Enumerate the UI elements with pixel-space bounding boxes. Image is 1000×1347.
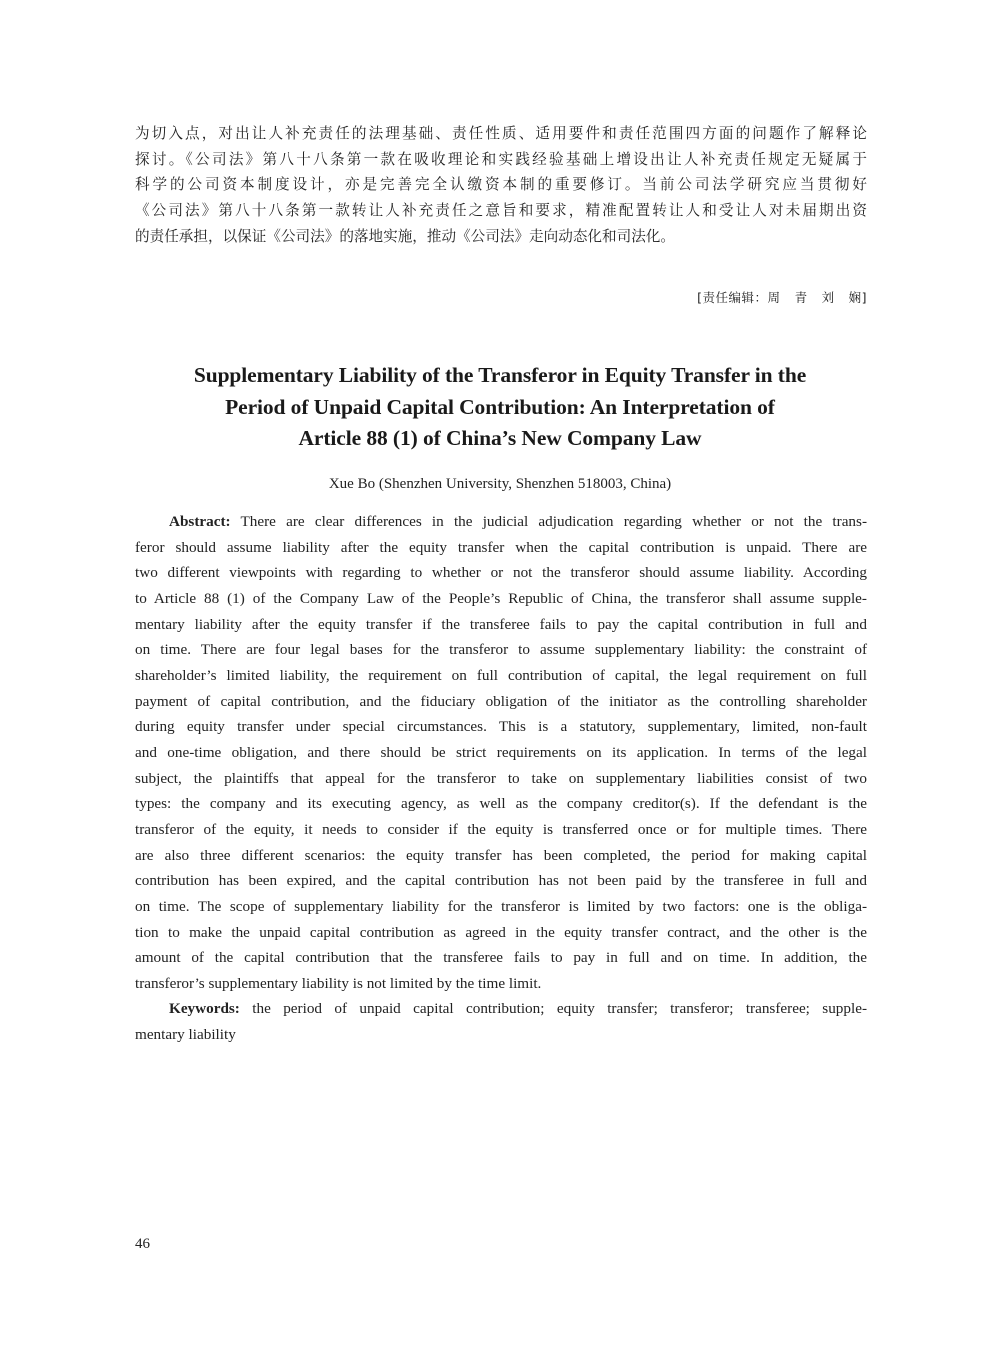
open-bracket: [ bbox=[697, 290, 703, 305]
editor-name-char: 娴 bbox=[848, 290, 862, 305]
abstract-label: Abstract: bbox=[169, 513, 231, 530]
abstract-line: two different viewpoints with regarding to whether or not the transferor should assume liability. According bbox=[135, 564, 867, 582]
abstract-line: contribution has been expired, and the capital contribution has not been paid by the transferee in full and bbox=[135, 872, 867, 890]
text-line: 的责任承担，以保证《公司法》的落地实施，推动《公司法》走向动态化和司法化。 bbox=[135, 227, 675, 245]
text-line: 为切入点，对出让人补充责任的法理基础、责任性质、适用要件和责任范围四方面的问题作了解释论 bbox=[135, 125, 867, 142]
abstract-line: payment of capital contribution, and the fiduciary obligation of the initiator as the controlling shareholder bbox=[135, 692, 867, 710]
abstract-line: are also three different scenarios: the equity transfer has been completed, the period for making capital bbox=[135, 846, 867, 864]
title-line: Period of Unpaid Capital Contribution: An Interpretation of bbox=[225, 394, 775, 419]
editor-name-char: 青 bbox=[794, 290, 808, 305]
abstract-first-line bbox=[135, 509, 867, 535]
abstract-line: tion to make the unpaid capital contribution as agreed in the equity transfer contract, and the other is the bbox=[135, 923, 867, 941]
english-title bbox=[100, 360, 900, 455]
abstract-line: transferor’s supplementary liability is not limited by the time limit. bbox=[135, 974, 542, 992]
text-line: 科学的公司资本制度设计，亦是完善完全认缴资本制的重要修订。当前公司法学研究应当贯彻好 bbox=[135, 176, 867, 194]
abstract-section bbox=[135, 509, 867, 1048]
abstract-line: on time. There are four legal bases for the transferor to assume supplementary liability: the constraint of bbox=[135, 641, 867, 659]
text-line: 《公司法》第八十八条第一款转让人补充责任之意旨和要求，精准配置转让人和受让人对未届期出资 bbox=[135, 202, 867, 220]
abstract-line: transferor of the equity, it needs to consider if the equity is transferred once or for multiple times. There bbox=[135, 820, 867, 838]
text-line: 探讨。《公司法》第八十八条第一款在吸收理论和实践经验基础上增设出让人补充责任规定无疑属于 bbox=[135, 150, 867, 168]
keywords-first-line bbox=[135, 996, 867, 1022]
abstract-line: mentary liability after the equity transfer if the transferee fails to pay the capital contribution in full and bbox=[135, 615, 867, 633]
abstract-line: shareholder’s limited liability, the requirement on full contribution of capital, the legal requirement on full bbox=[135, 666, 867, 684]
abstract-line: and one-time obligation, and there should be strict requirements on its application. In terms of the legal bbox=[135, 743, 867, 761]
abstract-line: types: the company and its executing agency, as well as the company creditor(s). If the defendant is the bbox=[135, 795, 867, 813]
editor-name-char: 刘 bbox=[821, 290, 835, 305]
abstract-line: on time. The scope of supplementary liability for the transferor is limited by two factors: one is the obliga- bbox=[135, 897, 867, 915]
author-affiliation: Xue Bo (Shenzhen University, Shenzhen 518003, China) bbox=[328, 476, 672, 492]
abstract-line: subject, the plaintiffs that appeal for the transferor to take on supplementary liabilities consist of two bbox=[135, 769, 867, 787]
page-number: 46 bbox=[135, 1236, 150, 1252]
abstract-line: amount of the capital contribution that the transferee fails to pay in full and on time. In addition, the bbox=[135, 949, 867, 967]
close-bracket: ] bbox=[861, 290, 867, 305]
editor-name-char: 周 bbox=[767, 290, 781, 305]
abstract-text: There are clear differences in the judicial adjudication regarding whether or not the trans- bbox=[230, 513, 867, 530]
title-line: Article 88 (1) of China’s New Company Law bbox=[298, 426, 702, 450]
keywords-text: the period of unpaid capital contribution; equity transfer; transferor; transferee; supple- bbox=[239, 1000, 867, 1018]
keywords-label: Keywords: bbox=[169, 1000, 240, 1018]
keywords-line: mentary liability bbox=[135, 1026, 236, 1044]
chinese-conclusion-paragraph bbox=[135, 121, 867, 250]
abstract-line: during equity transfer under special circumstances. This is a statutory, supplementary, limited, non-fault bbox=[135, 718, 867, 736]
editor-label: 责任编辑： bbox=[702, 290, 768, 305]
abstract-line: to Article 88 (1) of the Company Law of the People’s Republic of China, the transferor shall assume supple- bbox=[135, 589, 867, 607]
title-line: Supplementary Liability of the Transferor in Equity Transfer in the bbox=[193, 363, 807, 387]
abstract-line: feror should assume liability after the equity transfer when the capital contribution is unpaid. There are bbox=[135, 538, 867, 556]
responsible-editor-note bbox=[697, 288, 867, 306]
